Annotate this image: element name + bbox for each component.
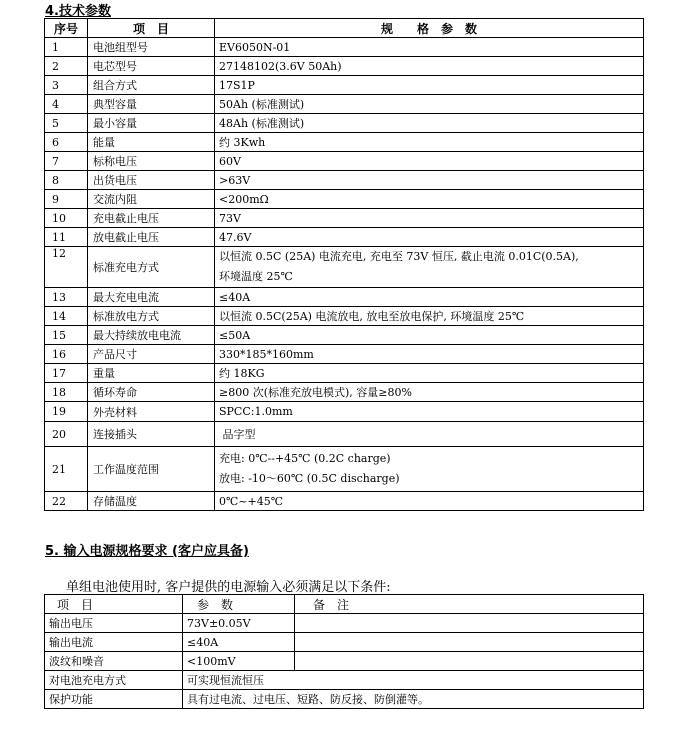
spec-row-number: 3	[45, 76, 88, 95]
spec-value-line: SPCC:1.0mm	[219, 405, 293, 418]
spec-value-line: 约 3Kwh	[219, 136, 266, 149]
spec-value-line: 73V	[219, 211, 241, 225]
section-5-title: 5. 输入电源规格要求 (客户应具备)	[45, 544, 249, 559]
spec-row-item: 工作温度范围	[88, 447, 215, 492]
spec-row-item: 出货电压	[88, 171, 215, 190]
spec-value-line: 以恒流 0.5C (25A) 电流充电, 充电至 73V 恒压, 截止电流 0.01C(0.5A),	[219, 250, 579, 263]
spec-row-number: 19	[45, 402, 88, 422]
spec-value-line: 17S1P	[219, 78, 255, 92]
requirement-item: 波纹和噪音	[45, 652, 183, 671]
spec-row	[45, 288, 644, 307]
requirement-row	[45, 614, 644, 633]
spec-row-number: 11	[45, 228, 88, 247]
spec-row-item: 最大持续放电电流	[88, 326, 215, 345]
spec-row-value	[215, 95, 644, 114]
spec-value-line: 放电: -10～60℃ (0.5C discharge)	[219, 472, 400, 485]
spec-row-value	[215, 345, 644, 364]
spec-value-line: <200mΩ	[219, 192, 269, 206]
spec-row-item: 最小容量	[88, 114, 215, 133]
spec-value-line: ≤40A	[219, 290, 251, 304]
spec-row	[45, 76, 644, 95]
spec-value-line: 0℃~+45℃	[219, 494, 284, 508]
requirement-table-header	[45, 595, 644, 614]
spec-value-line: 品字型	[219, 428, 256, 441]
requirement-note	[295, 652, 644, 671]
requirement-param: <100mV	[183, 652, 295, 671]
spec-row-number: 2	[45, 57, 88, 76]
spec-row-value	[215, 171, 644, 190]
spec-row-number: 7	[45, 152, 88, 171]
spec-row-item: 最大充电电流	[88, 288, 215, 307]
spec-value-line: ≤50A	[219, 328, 251, 342]
spec-row	[45, 402, 644, 422]
spec-value-line: 50Ah (标准测试)	[219, 98, 305, 111]
requirement-row	[45, 633, 644, 652]
spec-row	[45, 171, 644, 190]
spec-row-item: 循环寿命	[88, 383, 215, 402]
spec-row-item: 重量	[88, 364, 215, 383]
spec-row	[45, 152, 644, 171]
spec-row-number: 22	[45, 492, 88, 511]
spec-row-item: 组合方式	[88, 76, 215, 95]
requirement-param: 73V±0.05V	[183, 614, 295, 633]
spec-row-number: 9	[45, 190, 88, 209]
spec-row-number: 20	[45, 422, 88, 447]
requirement-note	[295, 633, 644, 652]
spec-row	[45, 326, 644, 345]
spec-row-number: 4	[45, 95, 88, 114]
spec-row-value	[215, 247, 644, 288]
requirement-item: 对电池充电方式	[45, 671, 183, 690]
spec-value-line: 330*185*160mm	[219, 347, 314, 361]
spec-row-number: 15	[45, 326, 88, 345]
spec-row	[45, 133, 644, 152]
spec-row-item: 存储温度	[88, 492, 215, 511]
spec-row	[45, 247, 644, 288]
spec-row-item: 电池组型号	[88, 38, 215, 57]
spec-row-value	[215, 288, 644, 307]
spec-row-value	[215, 114, 644, 133]
requirement-item: 保护功能	[45, 690, 183, 709]
spec-row	[45, 114, 644, 133]
spec-value-line: 27148102(3.6V 50Ah)	[219, 59, 342, 73]
spec-value-line: 60V	[219, 154, 241, 168]
spec-row-value	[215, 38, 644, 57]
requirement-param: 可实现恒流恒压	[183, 671, 644, 690]
spec-row-item: 产品尺寸	[88, 345, 215, 364]
spec-row	[45, 95, 644, 114]
spec-row-item: 充电截止电压	[88, 209, 215, 228]
spec-row-number: 13	[45, 288, 88, 307]
section-4-title: 4.技术参数	[45, 4, 111, 19]
requirement-note	[295, 614, 644, 633]
spec-row-number: 12	[45, 247, 88, 288]
spec-row-value	[215, 57, 644, 76]
spec-row-number: 6	[45, 133, 88, 152]
requirement-row	[45, 671, 644, 690]
requirement-param: ≤40A	[183, 633, 295, 652]
requirement-item: 输出电流	[45, 633, 183, 652]
spec-row-number: 5	[45, 114, 88, 133]
spec-value-line: 以恒流 0.5C(25A) 电流放电, 放电至放电保护, 环境温度 25℃	[219, 310, 525, 323]
spec-row	[45, 38, 644, 57]
spec-value-line: 环境温度 25℃	[219, 270, 293, 283]
spec-value-line: >63V	[219, 173, 251, 187]
requirement-row	[45, 690, 644, 709]
spec-row-value	[215, 209, 644, 228]
spec-table	[44, 18, 644, 511]
spec-value-line: 48Ah (标准测试)	[219, 117, 305, 130]
spec-row-value	[215, 447, 644, 492]
spec-row	[45, 364, 644, 383]
requirement-table	[44, 594, 644, 709]
spec-row-item: 标准充电方式	[88, 247, 215, 288]
spec-value-line: 充电: 0℃--+45℃ (0.2C charge)	[219, 452, 391, 465]
header-item: 项 目	[88, 19, 215, 38]
spec-row-value	[215, 190, 644, 209]
spec-row-value	[215, 492, 644, 511]
spec-row-value	[215, 152, 644, 171]
spec-row-number: 1	[45, 38, 88, 57]
spec-row	[45, 209, 644, 228]
spec-row	[45, 492, 644, 511]
requirement-param: 具有过电流、过电压、短路、防反接、防倒灌等。	[183, 690, 644, 709]
spec-row-number: 14	[45, 307, 88, 326]
spec-row-item: 放电截止电压	[88, 228, 215, 247]
spec-row-item: 外壳材料	[88, 402, 215, 422]
req-header-param: 参 数	[183, 595, 295, 614]
spec-value-line: EV6050N-01	[219, 40, 291, 54]
spec-row-number: 21	[45, 447, 88, 492]
spec-row-item: 典型容量	[88, 95, 215, 114]
spec-row-item: 电芯型号	[88, 57, 215, 76]
spec-row-value	[215, 383, 644, 402]
spec-row-value	[215, 364, 644, 383]
spec-value-line: ≥800 次(标准充放电模式), 容量≥80%	[219, 386, 412, 399]
spec-row-number: 18	[45, 383, 88, 402]
spec-row-number: 8	[45, 171, 88, 190]
requirement-item: 输出电压	[45, 614, 183, 633]
spec-row-value	[215, 326, 644, 345]
spec-row-item: 连接插头	[88, 422, 215, 447]
spec-row-value	[215, 422, 644, 447]
spec-row	[45, 383, 644, 402]
spec-row	[45, 447, 644, 492]
spec-row-number: 16	[45, 345, 88, 364]
spec-row	[45, 345, 644, 364]
spec-row-item: 标称电压	[88, 152, 215, 171]
spec-row	[45, 228, 644, 247]
spec-row-value	[215, 228, 644, 247]
spec-row-value	[215, 76, 644, 95]
spec-row	[45, 190, 644, 209]
header-no: 序号	[45, 19, 88, 38]
spec-table-header	[45, 19, 644, 38]
spec-row-number: 10	[45, 209, 88, 228]
spec-row	[45, 422, 644, 447]
spec-row-item: 能量	[88, 133, 215, 152]
spec-row-value	[215, 133, 644, 152]
section-5-intro: 单组电池使用时, 客户提供的电源输入必须满足以下条件:	[66, 580, 391, 595]
spec-row-value	[215, 307, 644, 326]
spec-row-item: 标准放电方式	[88, 307, 215, 326]
spec-value-line: 47.6V	[219, 230, 252, 244]
spec-row	[45, 307, 644, 326]
header-spec: 规 格 参 数	[215, 19, 644, 38]
spec-value-line: 约 18KG	[219, 367, 265, 380]
spec-row	[45, 57, 644, 76]
requirement-row	[45, 652, 644, 671]
spec-row-item: 交流内阻	[88, 190, 215, 209]
spec-row-number: 17	[45, 364, 88, 383]
spec-row-value	[215, 402, 644, 422]
req-header-note: 备 注	[295, 595, 644, 614]
req-header-item: 项 目	[45, 595, 183, 614]
